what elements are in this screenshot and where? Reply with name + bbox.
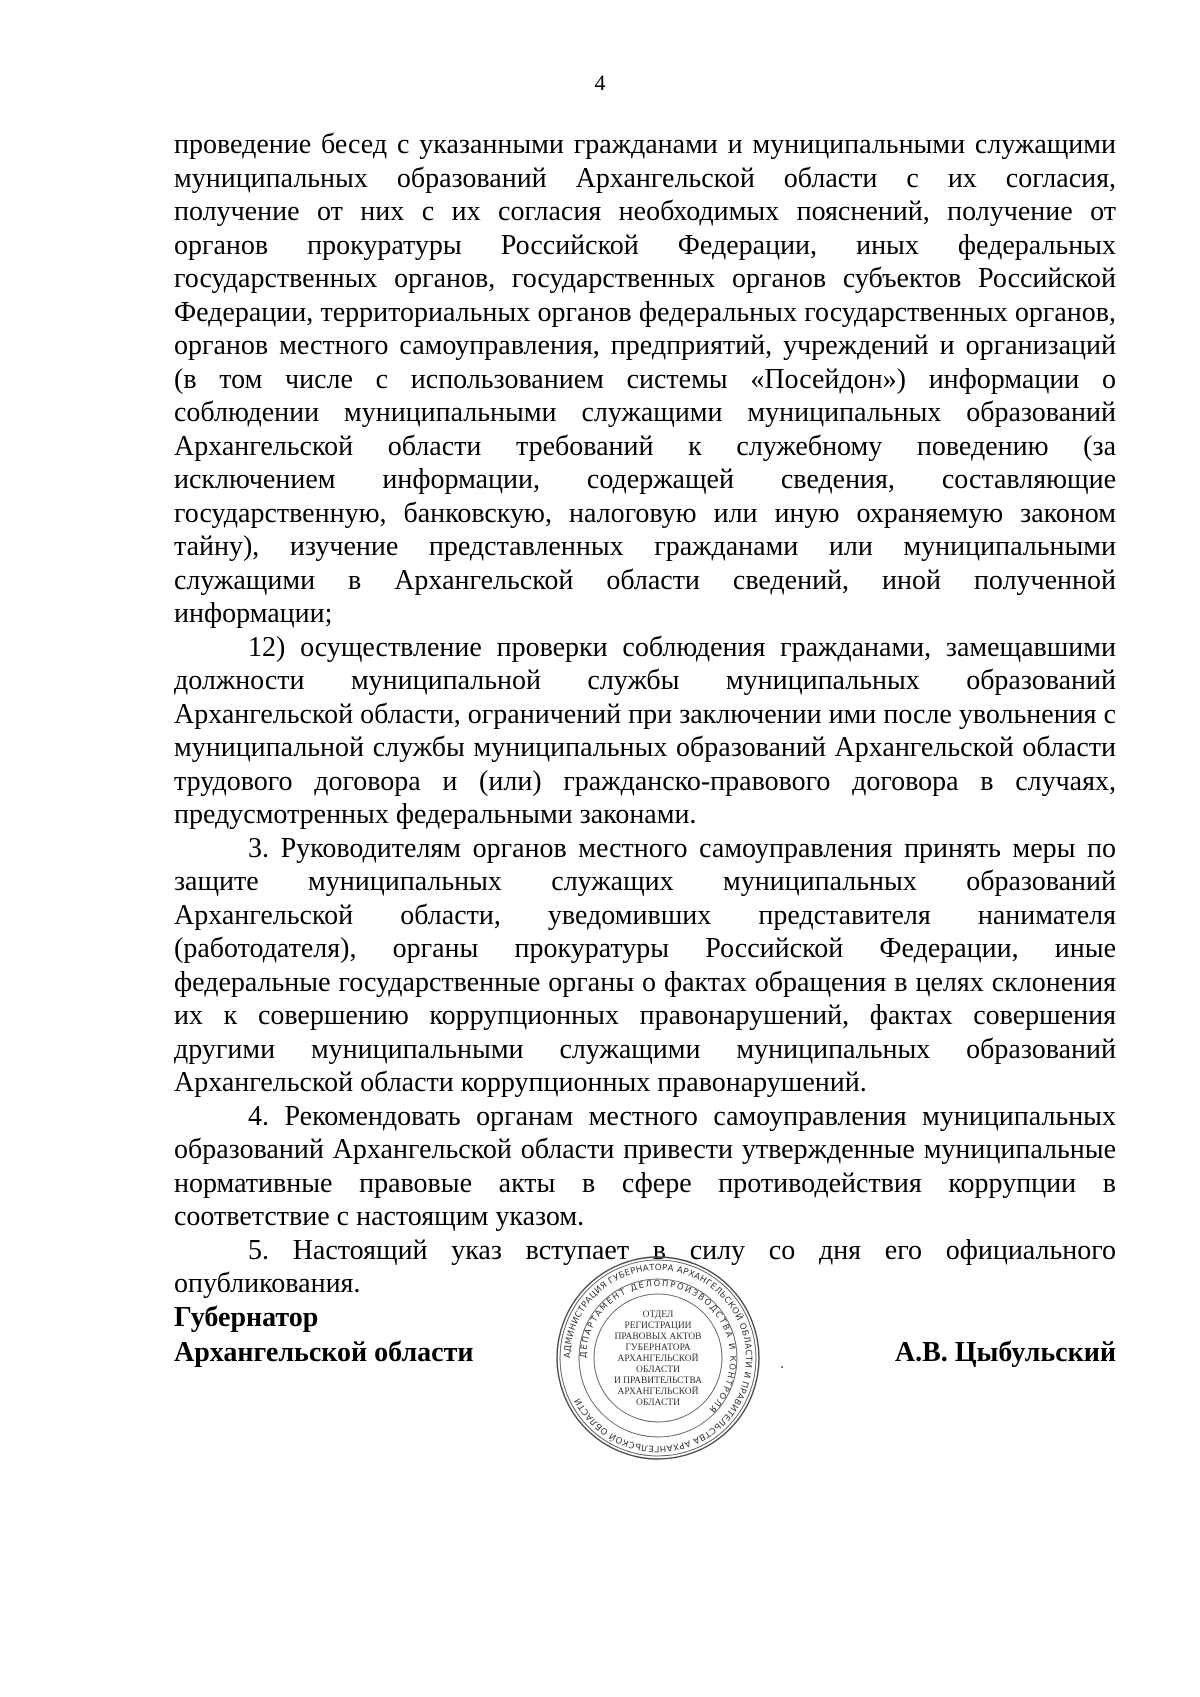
stamp-center-line: АРХАНГЕЛЬСКОЙ	[617, 1387, 699, 1397]
stamp-inner-text: ДЕПАРТАМЕНТ ДЕЛОПРОИЗВОДСТВА И КОНТРОЛЯ	[577, 1277, 739, 1416]
stamp-center-line: ГУБЕРНАТОРА	[625, 1343, 691, 1353]
stamp-center-text	[614, 1310, 702, 1408]
stamp-center-line: ОБЛАСТИ	[636, 1398, 680, 1408]
signatory-name: А.В. Цыбульский	[894, 1337, 1116, 1368]
stamp-center-line: ПРАВОВЫХ АКТОВ	[614, 1332, 702, 1342]
paragraph-item-11-continuation: проведение бесед с указанными гражданами и муниципальными служащими муниципальных образований Архангельской области с их согласия, получение от них с их согласия необходимых пояснений, получение от органов прокуратуры Российской Федерации, иных федеральных государственных органов, государственных органов субъектов Российской Федерации, территориальных органов федеральных государственных органов, органов местного самоуправления, предприятий, учреждений и организаций (в том числе с использованием системы «Посейдон») информации о соблюдении муниципальными служащими муниципальных образований Архангельской области требований к служебному поведению (за исключением информации, содержащей сведения, составляющие государственную, банковскую, налоговую или иную охраняемую законом тайну), изучение представленных гражданами или муниципальными служащими в Архангельской области сведений, иной полученной информации;	[174, 129, 1116, 629]
paragraph-item-12: 12) осуществление проверки соблюдения гражданами, замещавшими должности муниципальной службы муниципальных образований Архангельской области, ограничений при заключении ими после увольнения с муниципальной службы муниципальных образований Архангельской области трудового договора и (или) гражданско-правового договора в случаях, предусмотренных федеральными законами.	[174, 631, 1116, 830]
signatory-title-line-2: Архангельской области	[174, 1337, 474, 1368]
stamp-seal-icon	[553, 1253, 763, 1463]
paragraph-clause-4: 4. Рекомендовать органам местного самоуправления муниципальных образований Архангельской области привести утвержденные муниципальные нормативные правовые акты в сфере противодействия коррупции в соответствие с настоящим указом.	[174, 1100, 1116, 1232]
official-stamp	[553, 1253, 763, 1463]
page-number: 4	[594, 70, 606, 95]
stamp-center-line: АРХАНГЕЛЬСКОЙ	[617, 1354, 699, 1364]
paragraph-clause-3: 3. Руководителям органов местного самоуправления принять меры по защите муниципальных служащих муниципальных образований Архангельской области, уведомивших представителя нанимателя (работодателя), органы прокуратуры Российской Федерации, иные федеральные государственные органы о фактах обращения в целях склонения их к совершению коррупционных правонарушений, фактах совершения другими муниципальными служащими муниципальных образований Архангельской области коррупционных правонарушений.	[174, 832, 1116, 1098]
stamp-center-line: РЕГИСТРАЦИИ	[624, 1321, 692, 1331]
stamp-mark-dot	[781, 1366, 783, 1368]
paragraph-clause-5: 5. Настоящий указ вступает в силу со дня его официального опубликования.	[174, 1234, 1116, 1299]
stamp-center-line: И ПРАВИТЕЛЬСТВА	[613, 1376, 703, 1386]
signatory-title	[174, 1300, 474, 1370]
stamp-outer-text: АДМИНИСТРАЦИЯ ГУБЕРНАТОРА АРХАНГЕЛЬСКОЙ ОБЛАСТИ И ПРАВИТЕЛЬСТВА АРХАНГЕЛЬСКОЙ ОБЛАСТИ	[562, 1262, 754, 1454]
stamp-center-line: ОТДЕЛ	[642, 1310, 674, 1320]
document-body	[174, 128, 1116, 1301]
signatory-title-line-1: Губернатор	[174, 1302, 319, 1333]
stamp-center-line: ОБЛАСТИ	[636, 1365, 680, 1375]
